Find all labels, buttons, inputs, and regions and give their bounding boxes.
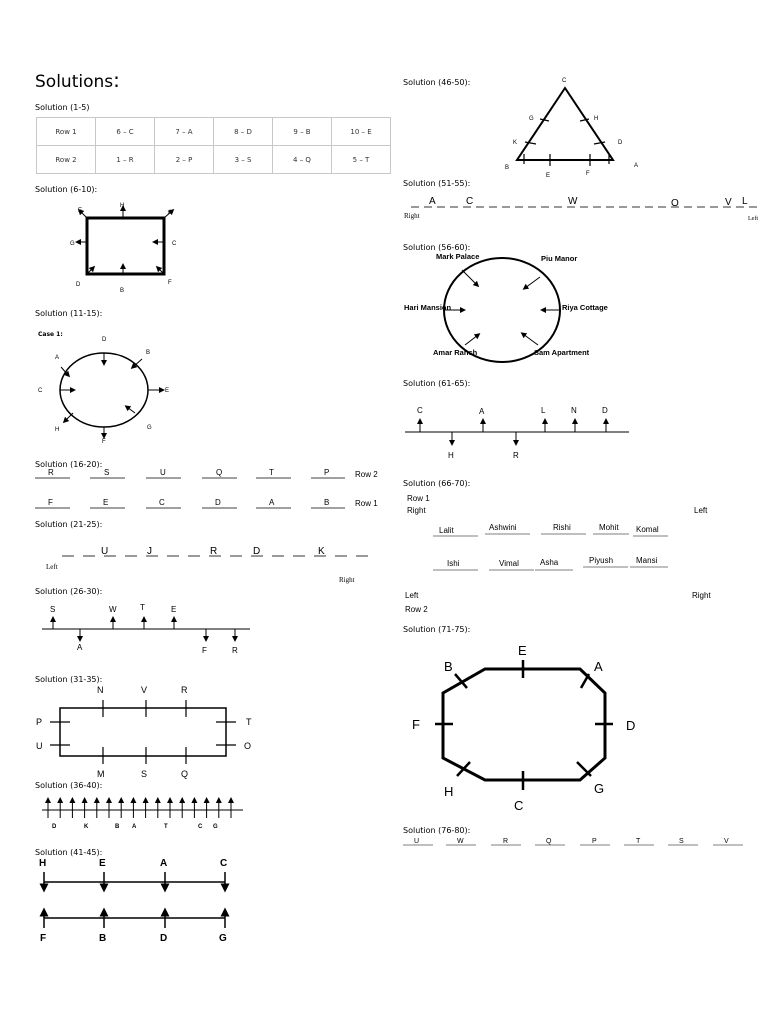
seat-label: B	[120, 288, 125, 294]
seat-label: H	[39, 858, 47, 869]
seat-label: W	[568, 196, 578, 207]
heading-56-60: Solution (56-60):	[403, 243, 471, 252]
heading-66-70: Solution (66-70):	[403, 479, 471, 488]
heading-21-25: Solution (21-25):	[35, 520, 103, 529]
seat-label: A	[168, 210, 173, 216]
seat-label: T	[140, 603, 145, 612]
name-label: Piyush	[589, 556, 614, 565]
seat-label: F	[412, 717, 420, 732]
seat-label: S	[141, 769, 148, 779]
case-label: Case 1:	[38, 331, 63, 338]
seat-label: R	[210, 546, 218, 557]
seat-label: A	[55, 355, 60, 361]
seat-label: L	[541, 406, 546, 415]
table-cell: Row 1	[37, 118, 96, 146]
seat-label: N	[97, 685, 104, 695]
table-cell: 10 – E	[332, 118, 391, 146]
name-label: Rishi	[553, 523, 571, 532]
line-diagram-76-80	[403, 834, 748, 850]
name-label: Mohit	[599, 523, 619, 532]
seat-label: K	[84, 824, 89, 830]
seat-label: D	[102, 337, 107, 343]
seat-label: T	[246, 717, 252, 727]
seat-label: E	[165, 388, 170, 394]
seat-label: S	[679, 838, 684, 845]
row-label: Row 1	[407, 494, 430, 503]
table-cell: 3 – S	[214, 146, 273, 174]
heading-76-80: Solution (76-80):	[403, 826, 471, 835]
seat-label: Q	[546, 838, 552, 845]
direction-left: Left	[405, 591, 419, 600]
seat-label: P	[592, 838, 597, 845]
seat-label: C	[514, 798, 524, 813]
seat-label: W	[457, 838, 464, 845]
seat-label: G	[529, 116, 534, 122]
line-diagram-36-40	[40, 792, 250, 832]
seat-label: C	[198, 824, 203, 830]
seat-label: H	[444, 784, 454, 799]
seat-label: T	[269, 468, 274, 477]
seat-label: A	[269, 498, 275, 507]
seat-label: C	[466, 196, 474, 207]
row-label: Row 2	[355, 470, 378, 479]
seat-label: D	[160, 933, 168, 944]
heading-46-50: Solution (46-50):	[403, 78, 471, 87]
seat-label: H	[594, 116, 599, 122]
seat-label: T	[164, 824, 168, 830]
circle-diagram-56-60	[400, 250, 608, 372]
seat-label: E	[171, 605, 177, 614]
seat-label: K	[513, 140, 518, 146]
rows-diagram-41-45	[35, 855, 245, 945]
row-label: Row 1	[355, 499, 378, 508]
seat-label: G	[594, 781, 605, 796]
name-label: Asha	[540, 558, 559, 567]
seat-label: B	[99, 933, 107, 944]
table-row	[37, 146, 391, 174]
seat-label: F	[48, 498, 53, 507]
line-diagram-21-25	[40, 538, 360, 586]
heading-41-45: Solution (41-45):	[35, 848, 103, 857]
seat-label: G	[213, 824, 218, 830]
seat-label: F	[168, 280, 172, 286]
seat-label: E	[99, 858, 106, 869]
answer-table-1-5	[36, 117, 391, 174]
rectangle-diagram-6-10	[60, 198, 190, 298]
seat-label: R	[513, 451, 519, 460]
seat-label: E	[546, 173, 551, 179]
seat-label: V	[724, 838, 729, 845]
seat-label: F	[102, 439, 106, 445]
seat-label: K	[318, 546, 325, 557]
heading-6-10: Solution (6-10):	[35, 185, 98, 194]
rows-diagram-16-20	[35, 466, 395, 511]
place-label: Riya Cottage	[562, 303, 608, 312]
seat-label: D	[602, 406, 608, 415]
seat-label: H	[120, 203, 125, 209]
seat-label: Q	[181, 769, 189, 779]
seat-label: D	[215, 498, 221, 507]
direction-right: Right	[339, 576, 355, 584]
heading-36-40: Solution (36-40):	[35, 781, 103, 790]
seat-label: H	[448, 451, 454, 460]
seat-label: D	[76, 282, 81, 288]
seat-label: S	[104, 468, 110, 477]
seat-label: B	[444, 659, 453, 674]
seating-triangle	[517, 88, 613, 160]
seat-label: D	[52, 824, 57, 830]
seat-label: V	[725, 197, 732, 208]
seat-label: A	[479, 407, 485, 416]
seat-label: U	[160, 468, 166, 477]
name-label: Vimal	[499, 559, 519, 568]
seat-label: C	[38, 388, 43, 394]
seat-label: E	[518, 643, 527, 658]
name-label: Mansi	[636, 556, 658, 565]
seat-label: G	[219, 933, 227, 944]
heading-11-15: Solution (11-15):	[35, 309, 103, 318]
line-diagram-61-65	[403, 400, 633, 465]
line-diagram-51-55	[403, 192, 765, 224]
seating-circle	[60, 353, 148, 427]
heading-16-20: Solution (16-20):	[35, 460, 103, 469]
table-cell: 5 – T	[332, 146, 391, 174]
heading-61-65: Solution (61-65):	[403, 379, 471, 388]
seat-label: F	[586, 171, 590, 177]
seat-label: D	[618, 140, 623, 146]
seat-label: C	[220, 858, 228, 869]
direction-left: Left	[748, 216, 758, 222]
seat-label: U	[36, 741, 43, 751]
seat-label: R	[503, 838, 509, 845]
heading-31-35: Solution (31-35):	[35, 675, 103, 684]
direction-right: Right	[404, 212, 420, 220]
octagon-diagram-71-75	[405, 638, 645, 813]
seat-label: L	[742, 196, 748, 207]
seat-label: D	[626, 718, 636, 733]
name-label: Ashwini	[489, 523, 517, 532]
seat-label: M	[97, 769, 105, 779]
heading-51-55: Solution (51-55):	[403, 179, 471, 188]
seat-label: B	[115, 824, 120, 830]
seat-label: S	[50, 605, 56, 614]
seat-label: B	[146, 350, 151, 356]
seat-label: O	[244, 741, 252, 751]
table-cell: Row 2	[37, 146, 96, 174]
seat-label: R	[232, 646, 238, 655]
seat-label: A	[77, 643, 83, 652]
seat-label: F	[202, 646, 207, 655]
place-label: Mark Palace	[436, 252, 480, 261]
triangle-diagram-46-50	[500, 74, 645, 182]
table-cell: 4 – Q	[273, 146, 332, 174]
rows-diagram-66-70	[403, 490, 723, 616]
seat-label: H	[55, 427, 60, 433]
seat-label: C	[417, 406, 423, 415]
seat-label: A	[594, 659, 603, 674]
seat-label: D	[253, 546, 261, 557]
place-label: Sam Apartment	[534, 348, 590, 357]
seat-label: N	[571, 406, 577, 415]
seat-label: W	[109, 605, 117, 614]
seat-label: C	[562, 78, 567, 84]
seat-label: T	[636, 838, 641, 845]
seat-label: A	[634, 163, 639, 169]
seat-label: U	[101, 546, 109, 557]
seat-label: Q	[216, 468, 223, 477]
seating-rectangle	[87, 218, 164, 274]
seat-label: C	[172, 241, 177, 247]
heading-26-30: Solution (26-30):	[35, 587, 103, 596]
page-title: Solutions:	[35, 68, 120, 92]
seat-label: V	[141, 685, 148, 695]
seat-label: E	[103, 498, 109, 507]
heading-1-5: Solution (1-5)	[35, 103, 90, 112]
table-cell: 8 – D	[214, 118, 273, 146]
place-label: Hari Mansion	[404, 303, 452, 312]
seat-label: G	[70, 241, 75, 247]
name-label: Ishi	[447, 559, 460, 568]
table-row	[37, 118, 391, 146]
table-cell: 6 – C	[96, 118, 155, 146]
place-label: Piu Manor	[541, 254, 578, 263]
seat-label: A	[132, 824, 137, 830]
seat-label: P	[36, 717, 43, 727]
row-label: Row 2	[405, 605, 428, 614]
seat-label: C	[159, 498, 165, 507]
table-cell: 9 – B	[273, 118, 332, 146]
seating-rectangle	[60, 708, 226, 756]
seat-label: E	[78, 208, 83, 214]
name-label: Lalit	[439, 526, 454, 535]
seat-label: O	[671, 198, 679, 209]
seat-label: A	[160, 858, 168, 869]
direction-left: Left	[694, 506, 708, 515]
table-cell: 2 – P	[155, 146, 214, 174]
direction-right: Right	[407, 506, 426, 515]
seat-label: G	[147, 425, 152, 431]
seat-label: A	[429, 196, 436, 207]
seat-label: B	[505, 165, 510, 171]
table-cell: 1 – R	[96, 146, 155, 174]
seat-label: U	[414, 838, 420, 845]
seat-label: J	[147, 546, 152, 557]
seat-label: F	[40, 933, 47, 944]
direction-right: Right	[692, 591, 711, 600]
name-label: Komal	[636, 525, 659, 534]
table-cell: 7 – A	[155, 118, 214, 146]
seat-label: R	[181, 685, 188, 695]
place-label: Amar Ranch	[433, 348, 478, 357]
heading-71-75: Solution (71-75):	[403, 625, 471, 634]
seat-label: B	[324, 498, 330, 507]
rectangle-diagram-31-35	[30, 682, 265, 782]
seat-label: R	[48, 468, 54, 477]
direction-left: Left	[46, 563, 58, 571]
seat-label: P	[324, 468, 330, 477]
line-diagram-26-30	[40, 600, 260, 660]
circle-diagram-11-15	[35, 335, 170, 450]
